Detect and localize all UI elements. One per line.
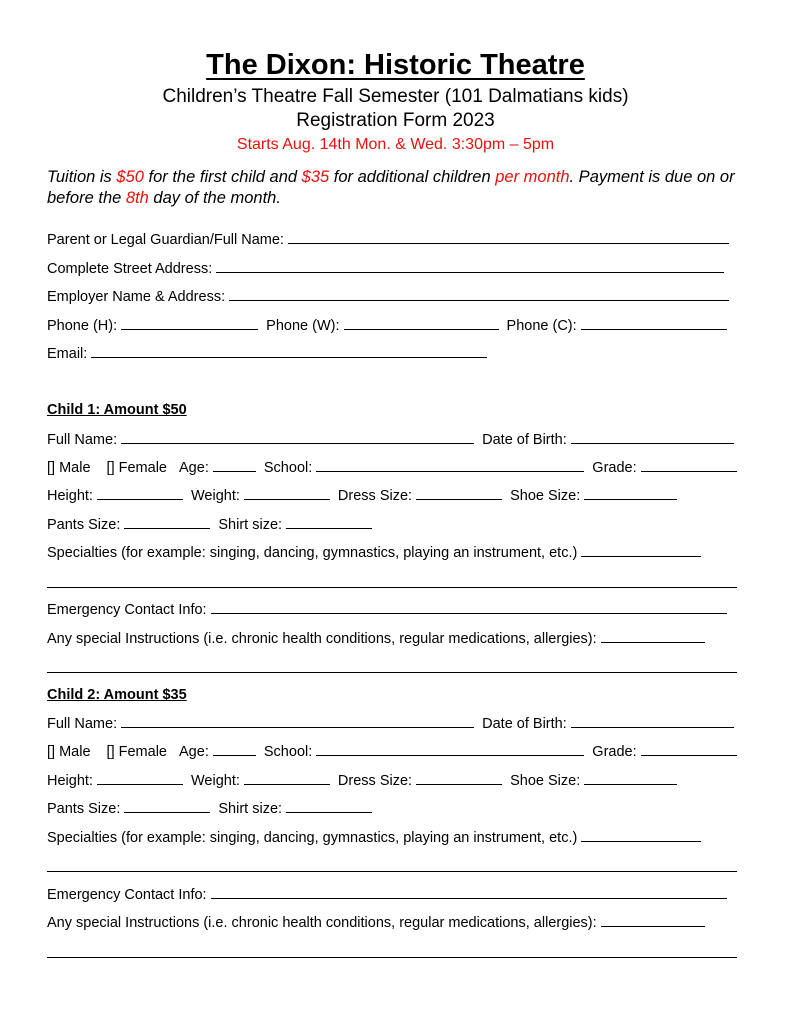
child-1-grade-field[interactable] xyxy=(641,457,737,472)
address-field[interactable] xyxy=(216,258,724,273)
child-1-clothes-row xyxy=(47,514,747,534)
child-2-name-field[interactable] xyxy=(121,713,474,728)
child-1-specialties-row xyxy=(47,542,747,562)
child-1-instructions-line[interactable] xyxy=(47,672,737,673)
school-label: School: xyxy=(263,744,313,760)
phone-cell-label: Phone (C): xyxy=(506,318,577,334)
child-2-instructions-row xyxy=(47,912,747,932)
child-2-shirt-field[interactable] xyxy=(286,798,372,813)
height-label: Height: xyxy=(47,488,93,504)
phone-home-label: Phone (H): xyxy=(47,318,118,334)
child-1-pants-field[interactable] xyxy=(124,514,210,529)
child-1-specialties-field[interactable] xyxy=(581,542,701,557)
child-1-instructions-field[interactable] xyxy=(601,628,705,643)
school-label: School: xyxy=(263,460,313,476)
child-1-age-field[interactable] xyxy=(213,457,256,472)
female-checkbox[interactable]: [] Female xyxy=(106,744,167,760)
pants-size-label: Pants Size: xyxy=(47,801,121,817)
child-2-dob-field[interactable] xyxy=(571,713,734,728)
child-1-emergency-field[interactable] xyxy=(211,599,727,614)
child-2-heading: Child 2: Amount $35 xyxy=(47,687,187,703)
employer-row xyxy=(47,286,747,306)
instructions-label: Any special Instructions (i.e. chronic health conditions, regular medications, allergies): xyxy=(47,915,597,931)
child-2-dress-field[interactable] xyxy=(416,770,502,785)
emergency-label: Emergency Contact Info: xyxy=(47,887,207,903)
address-row xyxy=(47,258,747,278)
per-month-text: per month xyxy=(495,168,570,186)
pants-size-label: Pants Size: xyxy=(47,517,121,533)
child-1-size-row xyxy=(47,485,747,505)
height-label: Height: xyxy=(47,773,93,789)
age-label: Age: xyxy=(179,744,209,760)
shirt-size-label: Shirt size: xyxy=(218,517,283,533)
age-label: Age: xyxy=(179,460,209,476)
child-2-emergency-row xyxy=(47,884,747,904)
child-2-clothes-row xyxy=(47,798,747,818)
emergency-label: Emergency Contact Info: xyxy=(47,602,207,618)
child-2-specialties-row xyxy=(47,827,747,847)
child-2-instructions-field[interactable] xyxy=(601,912,705,927)
child-1-school-field[interactable] xyxy=(316,457,584,472)
phone-cell-field[interactable] xyxy=(581,315,727,330)
child-1-name-row xyxy=(47,429,747,449)
child-2-weight-field[interactable] xyxy=(244,770,330,785)
employer-label: Employer Name & Address: xyxy=(47,289,226,305)
child-2-name-row xyxy=(47,713,747,733)
male-checkbox[interactable]: [] Male xyxy=(47,460,91,476)
dress-size-label: Dress Size: xyxy=(337,773,413,789)
instructions-label: Any special Instructions (i.e. chronic health conditions, regular medications, allergies): xyxy=(47,631,597,647)
specialties-label: Specialties (for example: singing, dancing, gymnastics, playing an instrument, etc.) xyxy=(47,830,578,846)
tuition-paragraph: Tuition is $50 for the first child and $35 for additional children per month. Payment is due on or before the 8th day of the month. xyxy=(47,168,735,207)
female-checkbox[interactable]: [] Female xyxy=(106,460,167,476)
child-2-height-field[interactable] xyxy=(97,770,183,785)
schedule-text: Starts Aug. 14th Mon. & Wed. 3:30pm – 5pm xyxy=(236,136,555,153)
grade-label: Grade: xyxy=(592,744,637,760)
form-title: Registration Form 2023 xyxy=(296,110,495,131)
address-label: Complete Street Address: xyxy=(47,261,213,277)
parent-name-label: Parent or Legal Guardian/Full Name: xyxy=(47,232,284,248)
email-row xyxy=(47,343,747,363)
weight-label: Weight: xyxy=(190,773,240,789)
phone-work-field[interactable] xyxy=(344,315,499,330)
subtitle: Children’s Theatre Fall Semester (101 Dalmatians kids) xyxy=(162,86,629,107)
shoe-size-label: Shoe Size: xyxy=(510,488,581,504)
full-name-label: Full Name: xyxy=(47,716,118,732)
shoe-size-label: Shoe Size: xyxy=(510,773,581,789)
phone-home-field[interactable] xyxy=(121,315,258,330)
child-2-size-row xyxy=(47,770,747,790)
child-1-dress-field[interactable] xyxy=(416,485,502,500)
email-label: Email: xyxy=(47,346,88,362)
phone-row xyxy=(47,315,747,335)
grade-label: Grade: xyxy=(592,460,637,476)
due-day: 8th xyxy=(125,189,149,207)
child-1-heading: Child 1: Amount $50 xyxy=(47,402,187,418)
shirt-size-label: Shirt size: xyxy=(218,801,283,817)
dob-label: Date of Birth: xyxy=(482,716,567,732)
child-1-weight-field[interactable] xyxy=(244,485,330,500)
child-1-height-field[interactable] xyxy=(97,485,183,500)
specialties-label: Specialties (for example: singing, dancing, gymnastics, playing an instrument, etc.) xyxy=(47,545,578,561)
child-2-school-field[interactable] xyxy=(316,741,584,756)
child-1-specialties-line[interactable] xyxy=(47,587,737,588)
child-1-name-field[interactable] xyxy=(121,429,474,444)
dob-label: Date of Birth: xyxy=(482,432,567,448)
child-2-specialties-line[interactable] xyxy=(47,871,737,872)
weight-label: Weight: xyxy=(190,488,240,504)
child-2-info-row xyxy=(47,741,747,761)
employer-field[interactable] xyxy=(229,286,729,301)
phone-work-label: Phone (W): xyxy=(266,318,340,334)
child-2-shoe-field[interactable] xyxy=(584,770,677,785)
child-1-info-row xyxy=(47,457,747,477)
child-2-grade-field[interactable] xyxy=(641,741,737,756)
parent-name-field[interactable] xyxy=(288,229,729,244)
child-2-age-field[interactable] xyxy=(213,741,256,756)
email-field[interactable] xyxy=(91,343,487,358)
child-2-specialties-field[interactable] xyxy=(581,827,701,842)
male-checkbox[interactable]: [] Male xyxy=(47,744,91,760)
page-title: The Dixon: Historic Theatre xyxy=(206,49,585,81)
full-name-label: Full Name: xyxy=(47,432,118,448)
child-2-pants-field[interactable] xyxy=(124,798,210,813)
child-1-emergency-row xyxy=(47,599,747,619)
child-2-emergency-field[interactable] xyxy=(211,884,727,899)
child-2-instructions-line[interactable] xyxy=(47,957,737,958)
additional-child-amount: $35 xyxy=(301,168,330,186)
child-1-shirt-field[interactable] xyxy=(286,514,372,529)
parent-name-row xyxy=(47,229,747,249)
first-child-amount: $50 xyxy=(116,168,144,186)
dress-size-label: Dress Size: xyxy=(337,488,413,504)
child-1-dob-field[interactable] xyxy=(571,429,734,444)
child-1-shoe-field[interactable] xyxy=(584,485,677,500)
child-1-instructions-row xyxy=(47,628,747,648)
